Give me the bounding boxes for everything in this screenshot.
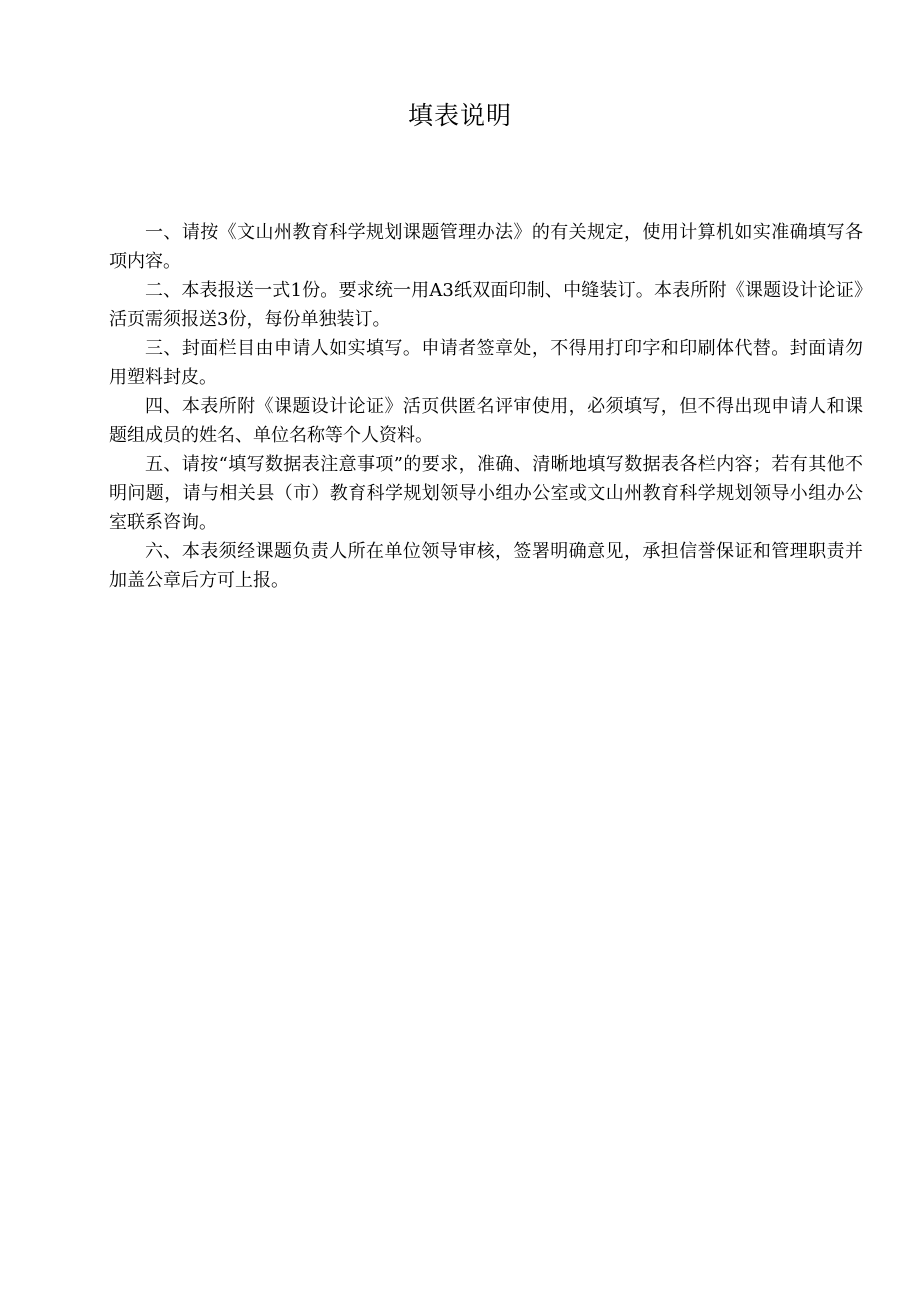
- page-title: 填表说明: [407, 101, 512, 130]
- instruction-item-2: 二、本表报送一式1份。要求统一用A3纸双面印制、中缝装订。本表所附《课题设计论证》活页需须报送3份，每份单独装订。: [109, 280, 863, 330]
- instructions-body: [109, 218, 863, 595]
- instruction-item-6: 六、本表须经课题负责人所在单位领导审核，签署明确意见，承担信誉保证和管理职责并加盖公章后方可上报。: [109, 541, 863, 591]
- instruction-item-3: 三、封面栏目由申请人如实填写。申请者签章处，不得用打印字和印刷体代替。封面请勿用塑料封皮。: [109, 338, 863, 388]
- instruction-item-1: 一、请按《文山州教育科学规划课题管理办法》的有关规定，使用计算机如实准确填写各项内容。: [109, 222, 863, 272]
- instruction-item-5: 五、请按“填写数据表注意事项”的要求，准确、清晰地填写数据表各栏内容；若有其他不明问题，请与相关县（市）教育科学规划领导小组办公室或文山州教育科学规划领导小组办公室联系咨询。: [109, 454, 863, 533]
- instruction-item-4: 四、本表所附《课题设计论证》活页供匿名评审使用，必须填写，但不得出现申请人和课题组成员的姓名、单位名称等个人资料。: [109, 396, 863, 446]
